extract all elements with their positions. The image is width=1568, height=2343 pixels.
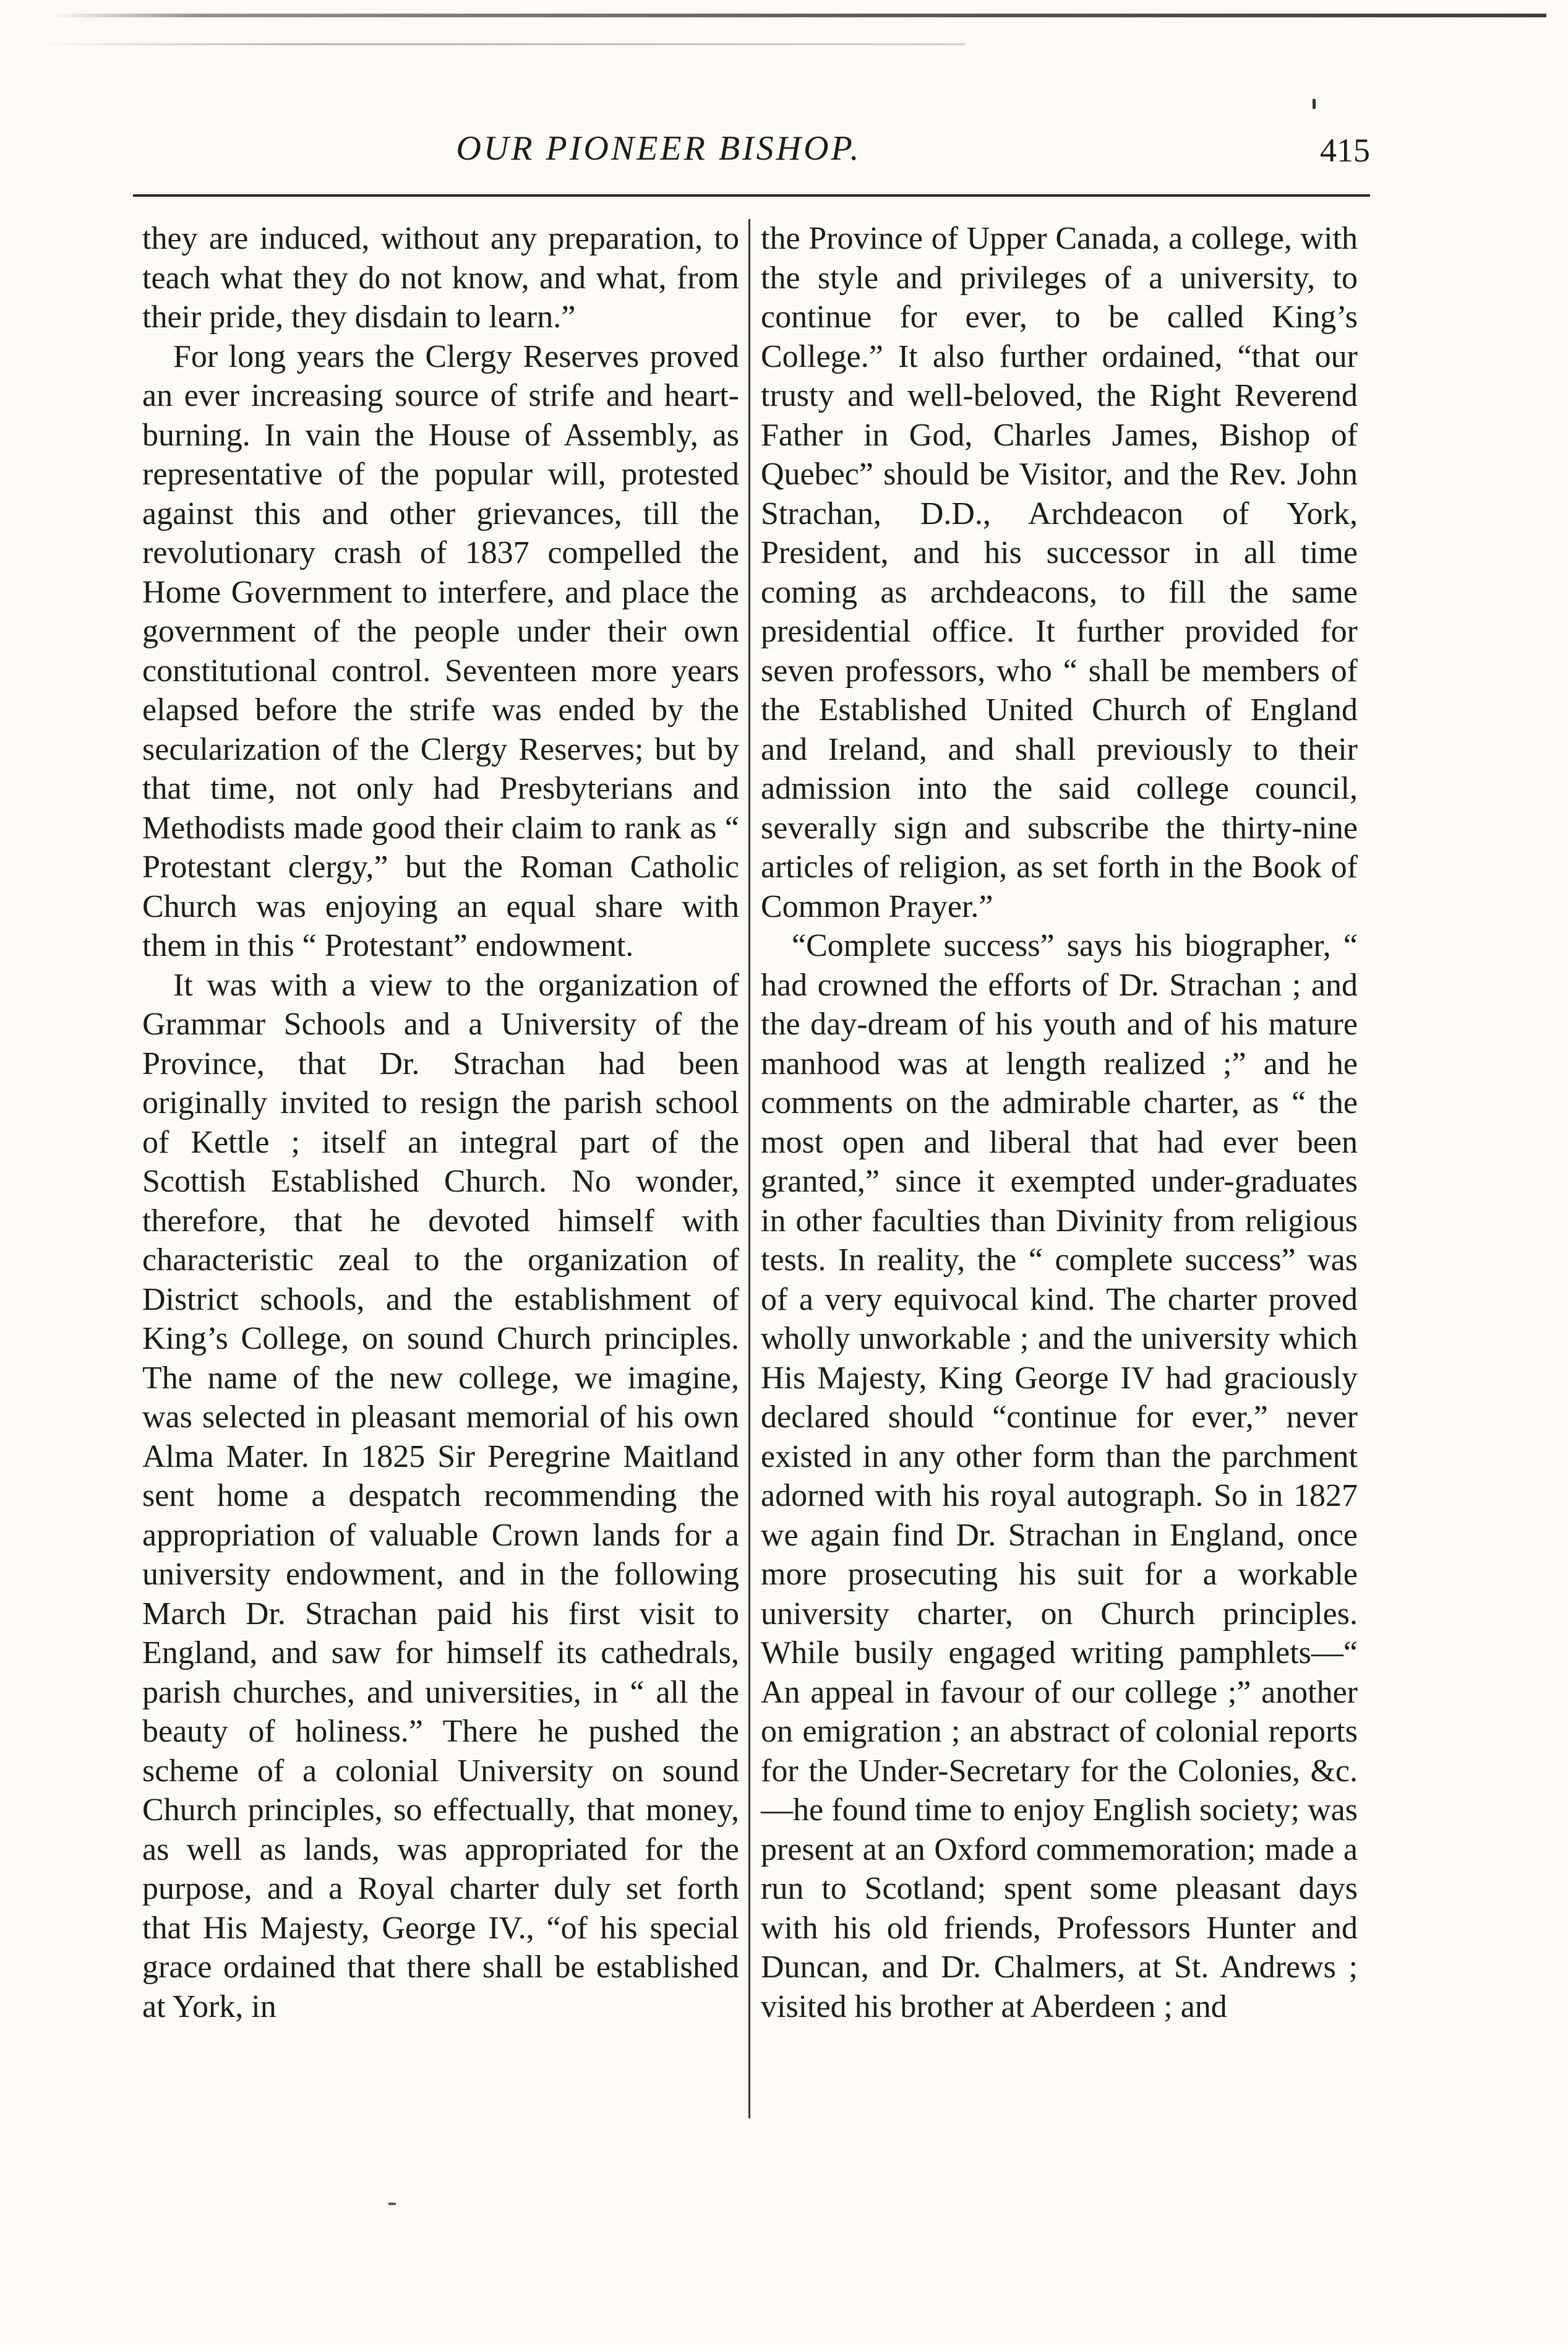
header-rule <box>133 194 1370 197</box>
paragraph: For long years the Clergy Reserves proved an ever increasing source of strife and heart-burning. In vain the House of Assembly, as representative of the popular will, protested against this and other grievances, till the revolutionary crash of 1837 compelled the Home Government to interfere, and place the government of the people under their own constitutional control. Seventeen more years elapsed before the strife was ended by the secularization of the Clergy Reserves; but by that time, not only had Presbyterians and Methodists made good their claim to rank as “ Protestant clergy,” but the Roman Catholic Church was enjoying an equal share with them in this “ Protestant” endowment. <box>142 338 739 963</box>
column-divider <box>748 219 750 2118</box>
page-header <box>133 129 1370 178</box>
margin-mark <box>1313 99 1316 109</box>
running-title: OUR PIONEER BISHOP. <box>456 129 862 168</box>
paragraph: It was with a view to the organization of Grammar Schools and a University of the Province, that Dr. Strachan had been originally invited to resign the parish school of Kettle ; itself an integral part of the Scottish Established Church. No wonder, therefore, that he devoted himself with characteristic zeal to the organization of District schools, and the establishment of King’s College, on sound Church principles. The name of the new college, we imagine, was selected in pleasant memorial of his own Alma Mater. In 1825 Sir Peregrine Maitland sent home a despatch recommending the appropriation of valuable Crown lands for a university endowment, and in the following March Dr. Strachan paid his first visit to England, and saw for himself its cathedrals, parish churches, and universities, in “ all the beauty of holiness.” There he pushed the scheme of a colonial University on sound Church principles, so effectually, that money, as well as lands, was appropriated for the purpose, and a Royal charter duly set forth that His Majesty, George IV., “of his special grace ordained that there shall be established at York, in <box>142 967 739 2024</box>
scan-edge-line-secondary <box>37 43 965 45</box>
paragraph: “Complete success” says his biographer, “ had crowned the efforts of Dr. Strachan ; and the day-dream of his youth and of his mature manhood was at length realized ;” and he comments on the admirable charter, as “ the most open and liberal that had ever been granted,” since it exempted under-graduates in other faculties than Divinity from religious tests. In reality, the “ complete success” was of a very equivocal kind. The charter proved wholly unworkable ; and the university which His Majesty, King George IV had graciously declared should “continue for ever,” never existed in any other form than the parchment adorned with his royal autograph. So in 1827 we again find Dr. Strachan in England, once more prosecuting his suit for a workable university charter, on Church principles. While busily engaged writing pamphlets—“ An appeal in favour of our college ;” another on emigration ; an abstract of colonial reports for the Under-Secretary for the Colonies, &c.—he found time to enjoy English society; was present at an Oxford commemoration; made a run to Scotland; spent some pleasant days with his old friends, Professors Hunter and Duncan, and Dr. Chalmers, at St. Andrews ; visited his brother at Aberdeen ; and <box>761 928 1358 2024</box>
bottom-mark <box>388 2203 396 2205</box>
paragraph: they are induced, without any preparation, to teach what they do not know, and what, from their pride, they disdain to learn.” <box>142 221 739 335</box>
scan-edge-line <box>49 14 1546 17</box>
paragraph: the Province of Upper Canada, a college, with the style and privileges of a university, to continue for ever, to be called King’s College.” It also further ordained, “that our trusty and well-beloved, the Right Reverend Father in God, Charles James, Bishop of Quebec” should be Visitor, and the Rev. John Strachan, D.D., Archdeacon of York, President, and his successor in all time coming as archdeacons, to fill the same presidential office. It further provided for seven professors, who “ shall be members of the Established United Church of England and Ireland, and shall previously to their admission into the said college council, severally sign and subscribe the thirty-nine articles of religion, as set forth in the Book of Common Prayer.” <box>761 221 1358 924</box>
page-number: 415 <box>1320 132 1370 169</box>
left-column <box>142 219 739 2026</box>
right-column <box>761 219 1358 2026</box>
